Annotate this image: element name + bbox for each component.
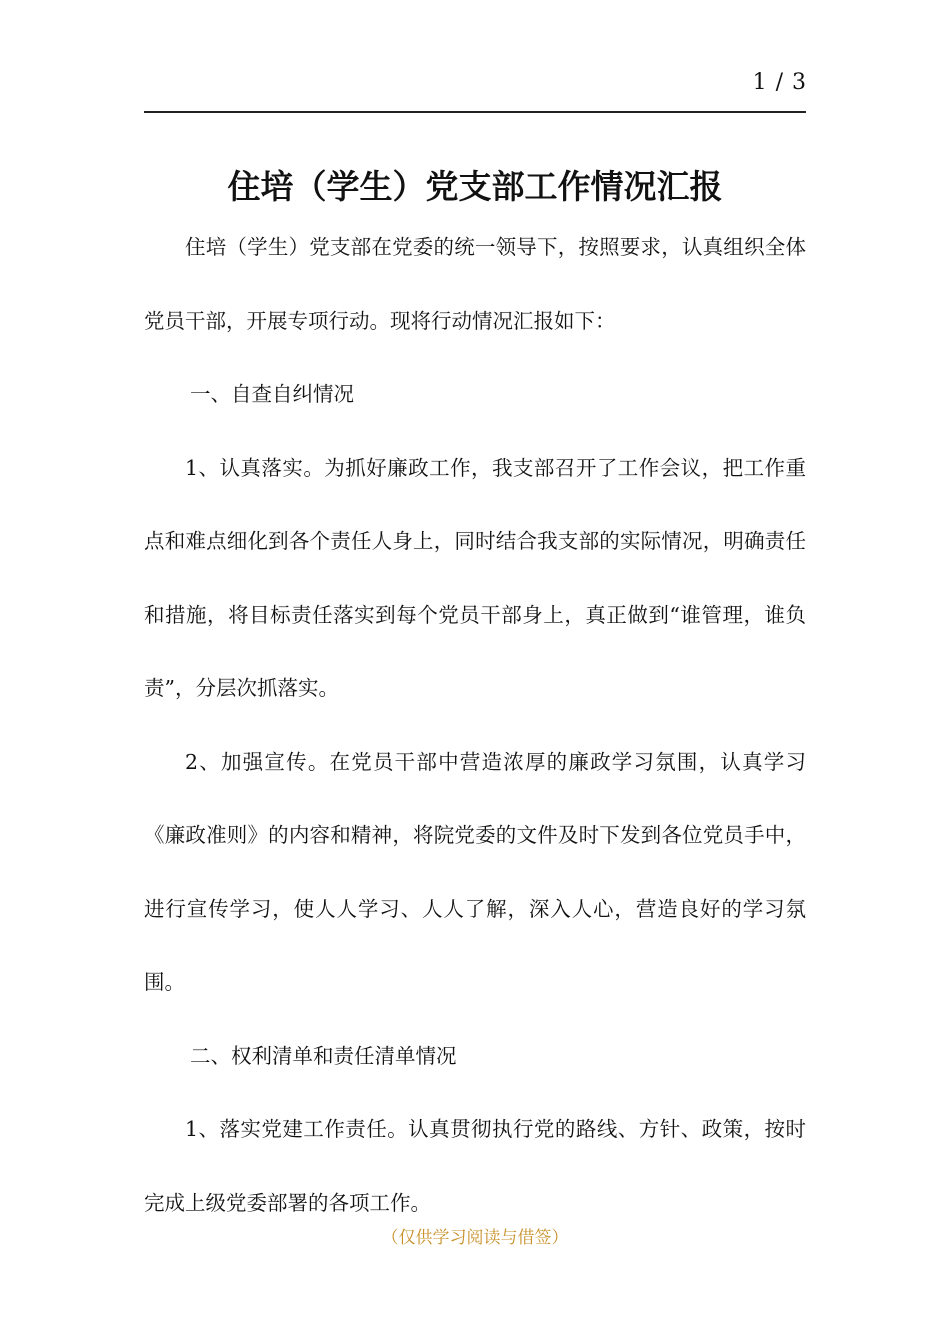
document-title: 住培（学生）党支部工作情况汇报 [227,167,723,206]
header-divider [144,111,806,113]
document-body [144,211,806,1240]
intro-paragraph: 住培（学生）党支部在党委的统一领导下，按照要求，认真组织全体党员干部，开展专项行动。现将行动情况汇报如下： [144,235,806,333]
footer-note: （仅供学习阅读与借签） [381,1228,569,1248]
page-number: 1 / 3 [752,70,807,95]
section-heading-rights-responsibilities: 二、权利清单和责任清单情况 [190,1043,457,1068]
section2-item-1: 1、落实党建工作责任。认真贯彻执行党的路线、方针、政策，按时完成上级党委部署的各项工作。 [144,1117,806,1215]
section1-item-1: 1、认真落实。为抓好廉政工作，我支部召开了工作会议，把工作重点和难点细化到各个责任人身上，同时结合我支部的实际情况，明确责任和措施，将目标责任落实到每个党员干部身上，真正做到“谁管理，谁负责”，分层次抓落实。 [144,455,806,700]
section-heading-self-inspection: 一、自查自纠情况 [190,382,354,406]
section1-item-2: 2、加强宣传。在党员干部中营造浓厚的廉政学习氛围，认真学习《廉政准则》的内容和精神，将院党委的文件及时下发到各位党员手中，进行宣传学习，使人人学习、人人了解，深入人心，营造良好的学习氛围。 [144,749,806,994]
